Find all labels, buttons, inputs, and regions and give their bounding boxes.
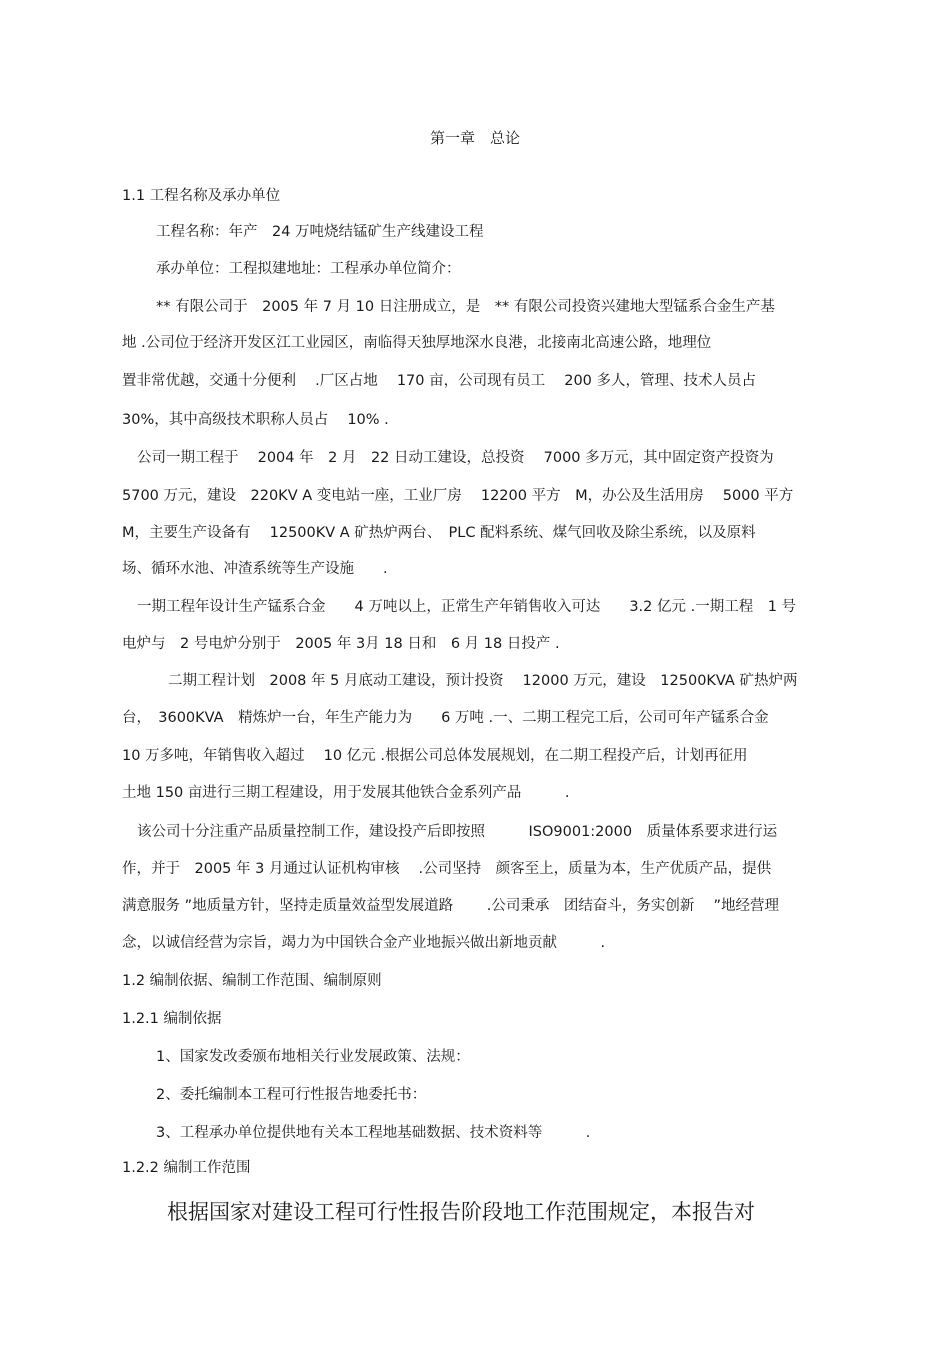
list-item: 3、工程承办单位提供地有关本工程地基础数据、技术资料等 . bbox=[156, 1125, 591, 1141]
paragraph-line: 场、循环水池、冲渣系统等生产设施 . bbox=[122, 561, 388, 577]
paragraph-line: 台， 3600KVA 精炼炉一台，年生产能力为 6 万吨 .一、二期工程完工后，公司可年产锰系合金 bbox=[122, 710, 769, 726]
paragraph-line: 10 万多吨，年销售收入超过 10 亿元 .根据公司总体发展规划，在二期工程投产后，计划再征用 bbox=[122, 748, 748, 764]
section-heading: 1.2 编制依据、编制工作范围、编制原则 bbox=[122, 973, 382, 989]
paragraph-line: 一期工程年设计生产锰系合金 4 万吨以上，正常生产年销售收入可达 3.2 亿元 .一期工程 1 号 bbox=[137, 599, 797, 615]
paragraph-line: ** 有限公司于 2005 年 7 月 10 日注册成立，是 ** 有限公司投资兴建地大型锰系合金生产基 bbox=[156, 299, 775, 315]
chapter-title: 第一章 总论 bbox=[429, 129, 520, 147]
list-item: 1、国家发改委颁布地相关行业发展政策、法规： bbox=[156, 1049, 470, 1065]
paragraph-line: 30%，其中高级技术职称人员占 10% . bbox=[122, 412, 389, 428]
paragraph-line: 工程名称：年产 24 万吨烧结锰矿生产线建设工程 bbox=[156, 224, 484, 240]
paragraph-line: 土地 150 亩进行三期工程建设，用于发展其他铁合金系列产品 . bbox=[122, 785, 570, 801]
paragraph-line: 5700 万元，建设 220KV A 变电站一座，工业厂房 12200 平方 M，办公及生活用房 5000 平方 bbox=[122, 488, 794, 504]
section-heading: 1.1 工程名称及承办单位 bbox=[122, 188, 281, 204]
paragraph-line: 二期工程计划 2008 年 5 月底动工建设，预计投资 12000 万元，建设 12500KVA 矿热炉两 bbox=[168, 673, 798, 689]
paragraph-line: 念，以诚信经营为宗旨，竭力为中国铁合金产业地振兴做出新地贡献 . bbox=[122, 935, 606, 951]
paragraph-line: 满意服务 ”地质量方针，坚持走质量效益型发展道路 .公司秉承 团结奋斗，务实创新 ”地经营理 bbox=[122, 898, 779, 914]
paragraph-line: 承办单位：工程拟建地址：工程承办单位简介： bbox=[156, 261, 461, 277]
paragraph-line: 该公司十分注重产品质量控制工作，建设投产后即按照 ISO9001:2000 质量体系要求进行运 bbox=[137, 824, 778, 840]
paragraph-line: 电炉与 2 号电炉分别于 2005 年 3月 18 日和 6 月 18 日投产 . bbox=[122, 636, 560, 652]
paragraph-line: 置非常优越，交通十分便利 .厂区占地 170 亩，公司现有员工 200 多人，管理、技术人员占 bbox=[122, 373, 757, 389]
paragraph-line: 地 .公司位于经济开发区江工业园区，南临得天独厚地深水良港，北接南北高速公路，地理位 bbox=[122, 335, 712, 351]
paragraph-line: 公司一期工程于 2004 年 2 月 22 日动工建设，总投资 7000 多万元，其中固定资产投资为 bbox=[137, 450, 774, 466]
subsection-heading: 1.2.1 编制依据 bbox=[122, 1011, 222, 1027]
subsection-heading: 1.2.2 编制工作范围 bbox=[122, 1160, 251, 1176]
paragraph-line: 作，并于 2005 年 3 月通过认证机构审核 .公司坚持 颜客至上，质量为本，生产优质产品，提供 bbox=[122, 861, 772, 877]
paragraph-line: M，主要生产设备有 12500KV A 矿热炉两台、 PLC 配料系统、煤气回收及除尘系统，以及原料 bbox=[122, 525, 756, 541]
large-paragraph-line: 根据国家对建设工程可行性报告阶段地工作范围规定，本报告对 bbox=[167, 1200, 755, 1224]
list-item: 2、委托编制本工程可行性报告地委托书： bbox=[156, 1087, 427, 1103]
